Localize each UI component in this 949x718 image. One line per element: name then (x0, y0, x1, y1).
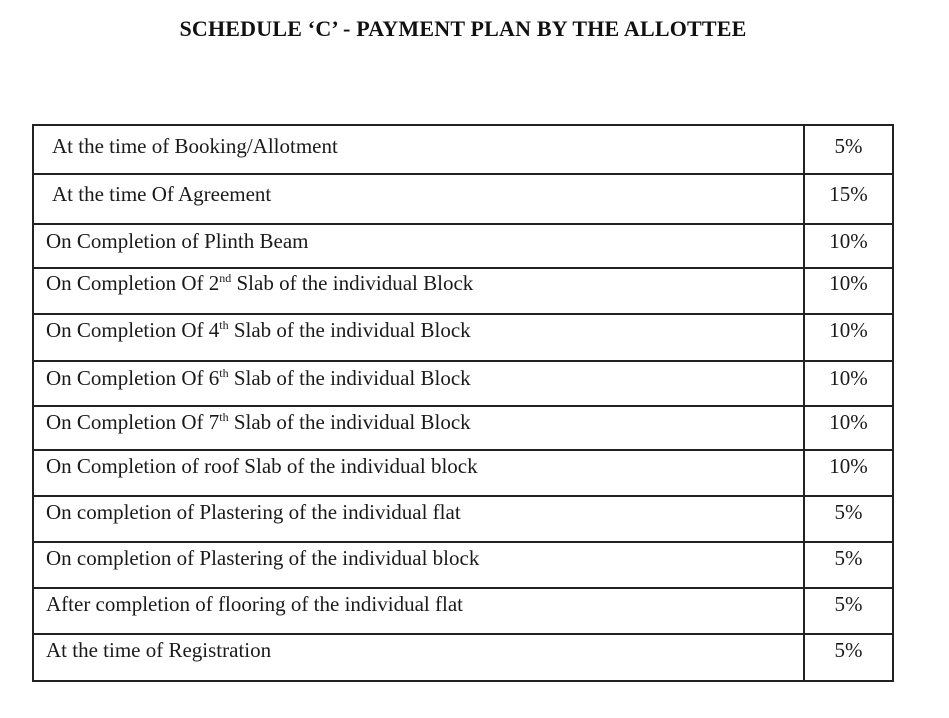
percentage-cell: 5% (804, 496, 893, 542)
table-row (33, 450, 893, 496)
percentage-cell: 5% (804, 634, 893, 681)
ordinal-suffix: th (219, 410, 229, 424)
stage-cell (33, 406, 804, 450)
stage-text: On Completion Of 6 (46, 366, 220, 390)
stage-cell (33, 496, 804, 542)
table-row (33, 634, 893, 681)
stage-text-rest: Slab of the individual Block (228, 366, 471, 390)
stage-cell (33, 314, 804, 361)
schedule-title: SCHEDULE ‘C’ - PAYMENT PLAN BY THE ALLOTTEE (179, 16, 747, 41)
table-row (33, 174, 893, 224)
stage-text: At the time of Booking/Allotment (52, 134, 338, 158)
stage-cell (33, 542, 804, 588)
table-row (33, 542, 893, 588)
stage-text-rest: Slab of the individual Block (231, 271, 474, 295)
stage-cell (33, 174, 804, 224)
stage-text-rest: Slab of the individual Block (228, 410, 471, 434)
stage-cell (33, 268, 804, 314)
stage-cell (33, 588, 804, 634)
percentage-cell: 10% (804, 224, 893, 268)
stage-cell (33, 125, 804, 174)
payment-plan-table (32, 124, 894, 682)
table-row (33, 125, 893, 174)
table-row (33, 361, 893, 406)
percentage-cell: 10% (804, 361, 893, 406)
stage-cell (33, 224, 804, 268)
stage-text: On completion of Plastering of the individual block (46, 546, 480, 570)
stage-text: On Completion Of 2 (46, 271, 220, 295)
stage-text: On Completion of roof Slab of the individual block (46, 454, 478, 478)
stage-cell (33, 634, 804, 681)
table-row (33, 588, 893, 634)
stage-cell (33, 361, 804, 406)
stage-text: After completion of flooring of the individual flat (46, 592, 463, 616)
ordinal-suffix: nd (219, 271, 232, 285)
stage-text: On Completion Of 4 (46, 318, 220, 342)
ordinal-suffix: th (219, 366, 229, 380)
percentage-cell: 5% (804, 125, 893, 174)
stage-text: On Completion of Plinth Beam (46, 229, 309, 253)
stage-text: On completion of Plastering of the individual flat (46, 500, 461, 524)
table-row (33, 224, 893, 268)
stage-cell (33, 450, 804, 496)
percentage-cell: 10% (804, 406, 893, 450)
stage-text: At the time of Registration (46, 638, 272, 662)
table-row (33, 314, 893, 361)
percentage-cell: 15% (804, 174, 893, 224)
table-row (33, 496, 893, 542)
ordinal-suffix: th (219, 318, 229, 332)
percentage-cell: 5% (804, 588, 893, 634)
percentage-cell: 10% (804, 268, 893, 314)
percentage-cell: 5% (804, 542, 893, 588)
table-row (33, 268, 893, 314)
table-row (33, 406, 893, 450)
stage-text: On Completion Of 7 (46, 410, 220, 434)
stage-text-rest: Slab of the individual Block (228, 318, 471, 342)
percentage-cell: 10% (804, 314, 893, 361)
stage-text: At the time Of Agreement (52, 182, 272, 206)
percentage-cell: 10% (804, 450, 893, 496)
